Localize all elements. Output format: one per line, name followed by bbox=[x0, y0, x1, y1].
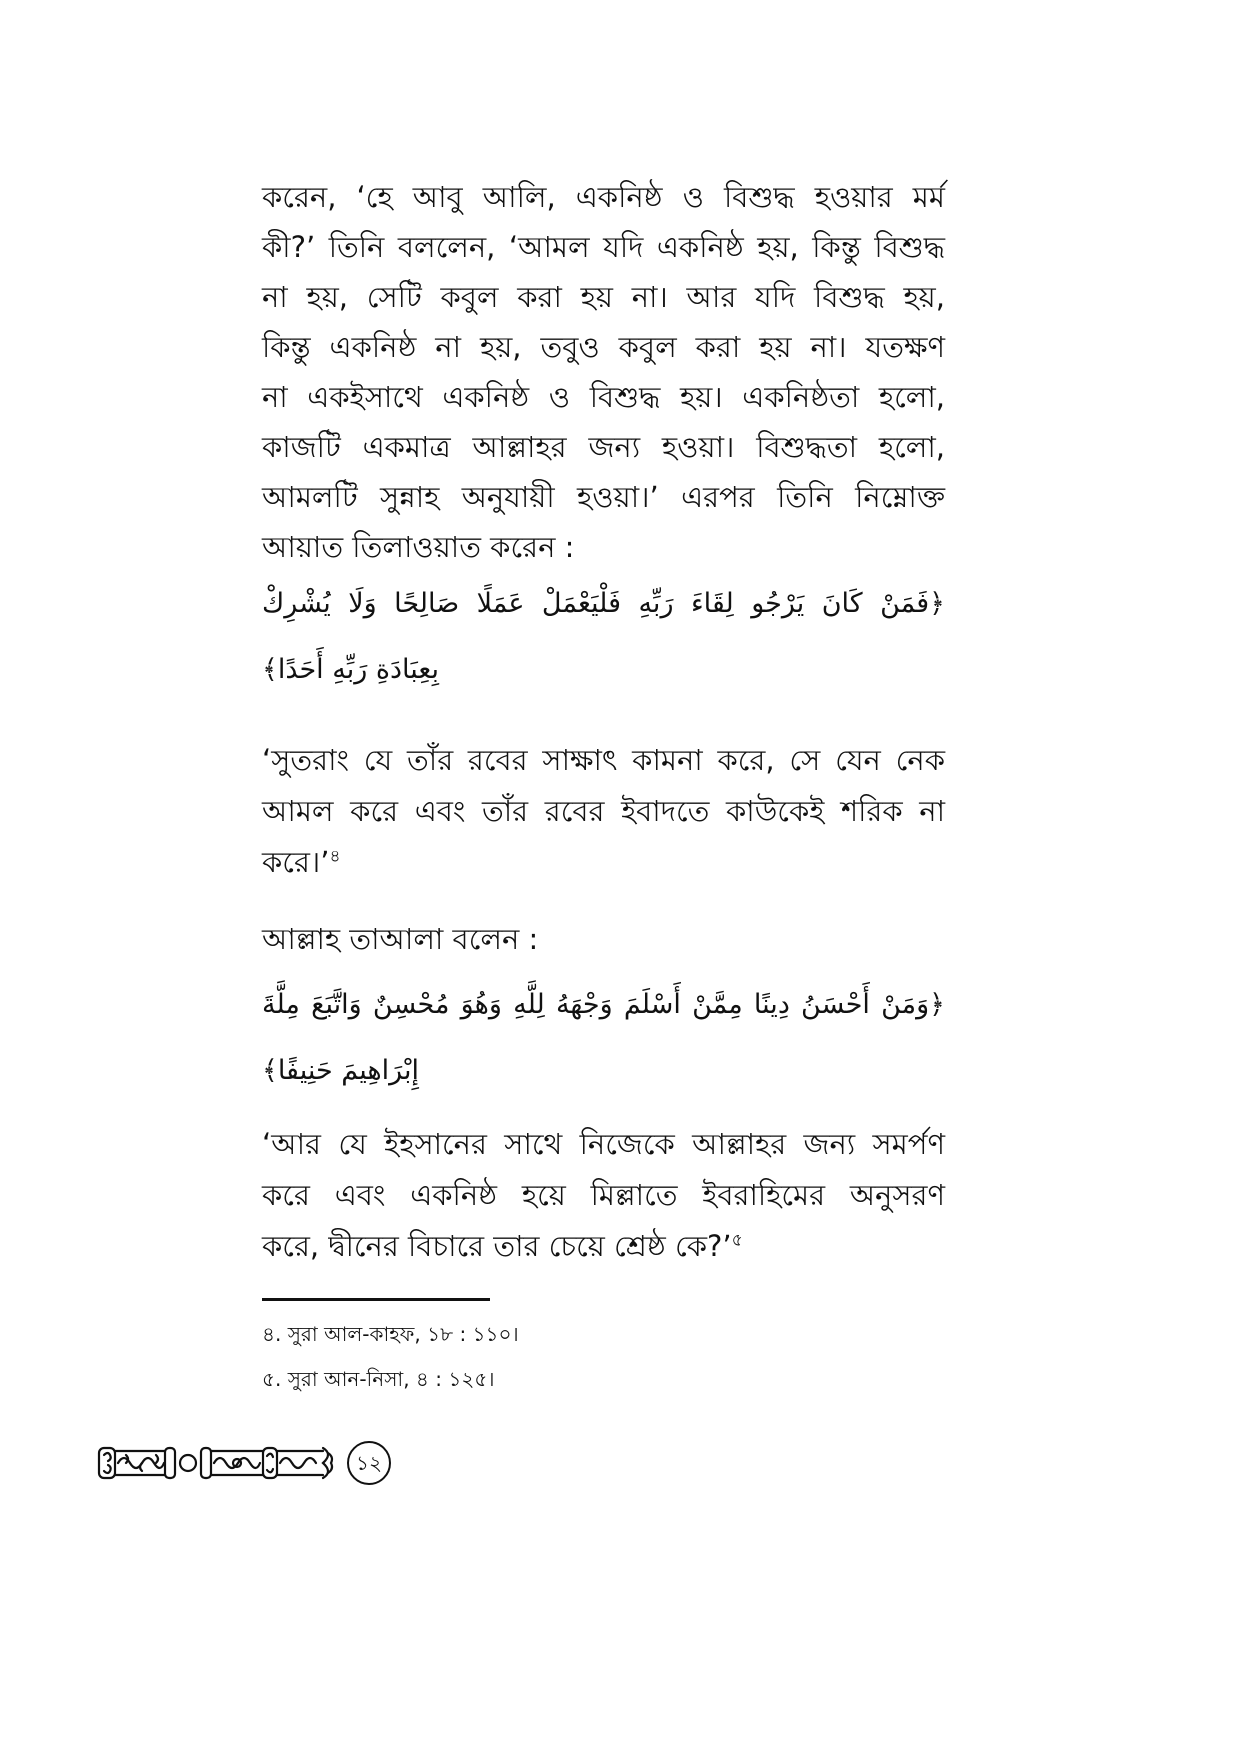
translation-line bbox=[262, 837, 945, 888]
verse-translation bbox=[262, 735, 945, 888]
translation-line-text: করে।’ bbox=[262, 845, 330, 879]
translation-line: করে এবং একনিষ্ঠ হয়ে মিল্লাতে ইবরাহিমের অনুসরণ bbox=[262, 1178, 945, 1212]
page-number bbox=[347, 1441, 391, 1485]
paragraph-line: করেন, ‘হে আবু আলি, একনিষ্ঠ ও বিশুদ্ধ হওয়ার মর্ম bbox=[262, 180, 945, 214]
footnote-ref: ৫ bbox=[731, 1230, 743, 1251]
paragraph-line: না হয়, সেটি কবুল করা হয় না। আর যদি বিশুদ্ধ হয়, bbox=[262, 280, 945, 314]
quran-verse-line: ﴿وَمَنْ أَحْسَنُ دِينًا مِمَّنْ أَسْلَمَ وَجْهَهُ لِلَّهِ وَهُوَ مُحْسِنٌ وَاتَّبَعَ مِلَّةَ bbox=[262, 989, 945, 1020]
quran-verse-line: إِبْرَاهِيمَ حَنِيفًا﴾ bbox=[262, 1055, 420, 1086]
quran-verse-line: بِعِبَادَةِ رَبِّهِ أَحَدًا﴾ bbox=[262, 654, 439, 685]
footnote: ৫. সুরা আন-নিসা, ৪ : ১২৫। bbox=[262, 1367, 495, 1391]
paragraph bbox=[262, 172, 945, 572]
footnote-ref: ৪ bbox=[329, 846, 341, 867]
paragraph-line: কী?’ তিনি বললেন, ‘আমল যদি একনিষ্ঠ হয়, কিন্তু বিশুদ্ধ bbox=[262, 230, 945, 264]
paragraph-line: আয়াত তিলাওয়াত করেন : bbox=[262, 530, 575, 564]
paragraph-line: আল্লাহ তাআলা বলেন : bbox=[262, 922, 539, 956]
quran-verse bbox=[262, 571, 945, 703]
floral-ornament-icon bbox=[96, 1439, 341, 1487]
footnote: ৪. সুরা আল-কাহফ, ১৮ : ১১০। bbox=[262, 1322, 519, 1346]
paragraph-line: কাজটি একমাত্র আল্লাহর জন্য হওয়া। বিশুদ্ধতা হলো, bbox=[262, 430, 945, 464]
paragraph bbox=[262, 914, 945, 965]
quran-verse bbox=[262, 972, 945, 1104]
translation-line: ‘সুতরাং যে তাঁর রবের সাক্ষাৎ কামনা করে, সে যেন নেক bbox=[262, 743, 945, 777]
translation-line: আমল করে এবং তাঁর রবের ইবাদতে কাউকেই শরিক না bbox=[262, 794, 945, 828]
quran-verse-line: ﴿فَمَنْ كَانَ يَرْجُو لِقَاءَ رَبِّهِ فَلْيَعْمَلْ عَمَلًا صَالِحًا وَلَا يُشْرِكْ bbox=[262, 588, 945, 619]
footnotes bbox=[262, 1312, 945, 1402]
paragraph-line: না একইসাথে একনিষ্ঠ ও বিশুদ্ধ হয়। একনিষ্ঠতা হলো, bbox=[262, 380, 945, 414]
paragraph-line: কিন্তু একনিষ্ঠ না হয়, তবুও কবুল করা হয় না। যতক্ষণ bbox=[262, 330, 945, 364]
translation-line-text: করে, দ্বীনের বিচারে তার চেয়ে শ্রেষ্ঠ কে?’ bbox=[262, 1229, 732, 1263]
footnote-divider bbox=[262, 1298, 490, 1301]
page-number-text: ১২ bbox=[356, 1451, 382, 1475]
paragraph-line: আমলটি সুন্নাহ অনুযায়ী হওয়া।’ এরপর তিনি নিম্নোক্ত bbox=[262, 480, 945, 514]
translation-line bbox=[262, 1221, 945, 1272]
verse-translation bbox=[262, 1119, 945, 1272]
translation-line: ‘আর যে ইহসানের সাথে নিজেকে আল্লাহর জন্য সমর্পণ bbox=[262, 1127, 945, 1161]
